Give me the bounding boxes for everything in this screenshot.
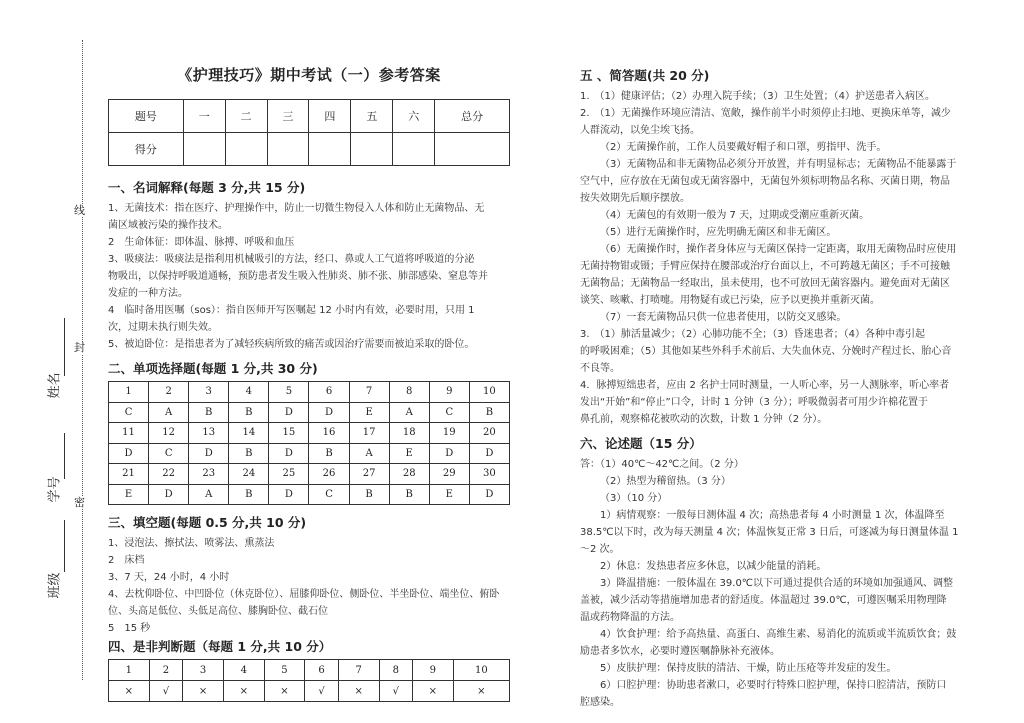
score-label-cell: 得分 bbox=[109, 133, 184, 166]
answer-cell: C bbox=[429, 402, 469, 423]
score-header-cell: 一 bbox=[183, 100, 225, 133]
answer-line: （2）无菌操作前，工作人员要戴好帽子和口罩，剪指甲、洗手。 bbox=[600, 142, 887, 153]
answer-line: 6）口腔护理：协助患者漱口，必要时行特殊口腔护理，保持口腔清洁，预防口 bbox=[600, 680, 947, 691]
score-blank-cell bbox=[309, 133, 351, 166]
answer-cell: 15 bbox=[269, 423, 309, 444]
answer-cell: 11 bbox=[109, 423, 149, 444]
answer-cell: 10 bbox=[469, 382, 509, 403]
answer-cell: 5 bbox=[269, 382, 309, 403]
score-header-cell: 四 bbox=[309, 100, 351, 133]
score-header-cell: 题号 bbox=[109, 100, 184, 133]
fill-blank-line: 3、7 天，24 小时，4 小时 bbox=[108, 572, 230, 583]
close-mark: 密 bbox=[74, 496, 85, 509]
definition-line: 4 临时备用医嘱（sos）：指自医师开写医嘱起 12 小时内有效，必要时用，只用 1 bbox=[108, 305, 475, 316]
answer-cell: 17 bbox=[349, 423, 389, 444]
answer-line: 5）皮肤护理：保持皮肤的清洁、干燥，防止压疮等并发症的发生。 bbox=[600, 663, 897, 674]
id-underline bbox=[64, 433, 65, 479]
answer-line: 答：（1）40℃～42℃之间。（2 分） bbox=[580, 459, 744, 470]
tf-number-cell: 3 bbox=[183, 660, 224, 681]
tf-number-cell: 7 bbox=[338, 660, 379, 681]
definition-line: 3、吸痰法：吸痰法是指利用机械吸引的方法，经口、鼻或人工气道将呼吸道的分泌 bbox=[108, 254, 475, 265]
section-1-body bbox=[108, 200, 510, 353]
tf-answer-cell: × bbox=[109, 681, 150, 702]
tf-answer-cell: × bbox=[338, 681, 379, 702]
score-header-cell: 五 bbox=[351, 100, 393, 133]
answer-line: 不良等。 bbox=[580, 363, 620, 374]
tf-number-cell: 5 bbox=[264, 660, 305, 681]
answer-cell: 28 bbox=[389, 464, 429, 485]
answer-cell: A bbox=[389, 402, 429, 423]
answer-cell: 6 bbox=[309, 382, 349, 403]
id-label: 学号 bbox=[47, 476, 63, 503]
answer-line: 3）降温措施：一般体温在 39.0℃以下可通过提供合适的环境如加强通风、调整 bbox=[600, 578, 954, 589]
tf-answer-cell: √ bbox=[149, 681, 183, 702]
score-header-cell: 二 bbox=[225, 100, 267, 133]
answer-cell: 29 bbox=[429, 464, 469, 485]
answer-line: 2）休息：发热患者应多休息，以减少能量的消耗。 bbox=[600, 561, 827, 572]
answer-line: 4．脉搏短绌患者，应由 2 名护士同时测量，一人听心率，另一人测脉率，听心率者 bbox=[580, 380, 950, 391]
score-blank-cell bbox=[183, 133, 225, 166]
page-title: 《护理技巧》期中考试（一）参考答案 bbox=[177, 66, 441, 84]
choice-answer-table bbox=[108, 381, 510, 505]
definition-line: 物吸出，以保持呼吸道通畅，预防患者发生吸入性肺炎、肺不张、肺部感染、窒息等并 bbox=[108, 271, 488, 282]
score-table bbox=[108, 99, 510, 166]
answer-cell: 16 bbox=[309, 423, 349, 444]
section-3-heading: 三、填空题(每题 0.5 分,共 10 分) bbox=[108, 515, 307, 530]
answer-cell: B bbox=[309, 443, 349, 464]
tf-number-cell: 1 bbox=[109, 660, 150, 681]
answer-cell: 19 bbox=[429, 423, 469, 444]
seal-mark: 封 bbox=[74, 341, 85, 354]
left-column bbox=[108, 60, 510, 702]
tf-number-cell: 6 bbox=[305, 660, 339, 681]
section-2-heading: 二、单项选择题(每题 1 分,共 30 分) bbox=[108, 361, 318, 376]
answer-line: （4）无菌包的有效期一般为 7 天，过期或受潮应重新灭菌。 bbox=[600, 210, 870, 221]
score-header-row bbox=[109, 100, 510, 133]
answer-cell: D bbox=[189, 443, 229, 464]
answer-cell: 18 bbox=[389, 423, 429, 444]
answer-cell: B bbox=[229, 443, 269, 464]
answer-line: 3. （1）肺活量减少；（2）心肺功能不全；（3）昏迷患者；（4）各种中毒引起 bbox=[580, 329, 925, 340]
section-5-body bbox=[580, 88, 980, 428]
score-blank-cell bbox=[393, 133, 435, 166]
answer-line: 鼻孔前，观察棉花被吹动的次数，计数 1 分钟（2 分）。 bbox=[580, 414, 828, 425]
answer-cell: D bbox=[269, 443, 309, 464]
answer-line: 1. （1）健康评估；（2）办理入院手续；（3）卫生处置；（4）护送患者入病区。 bbox=[580, 91, 935, 102]
answer-line: （7）一套无菌物品只供一位患者使用，以防交叉感染。 bbox=[600, 312, 847, 323]
answer-cell: 21 bbox=[109, 464, 149, 485]
tf-answer-cell: × bbox=[264, 681, 305, 702]
score-header-cell: 总分 bbox=[435, 100, 510, 133]
answer-line: ～2 次。 bbox=[580, 544, 620, 555]
tf-answer-cell: × bbox=[413, 681, 454, 702]
answer-line: 按失效期先后顺序摆放。 bbox=[580, 193, 690, 204]
tf-number-row bbox=[109, 660, 510, 681]
score-blank-cell bbox=[267, 133, 309, 166]
section-3-body bbox=[108, 535, 510, 637]
answer-cell: B bbox=[229, 402, 269, 423]
fill-blank-line: 位、头高足低位、头低足高位、膝胸卧位、截石位 bbox=[108, 606, 328, 617]
tf-answer-row bbox=[109, 681, 510, 702]
definition-line: 2 生命体征：即体温、脉搏、呼吸和血压 bbox=[108, 237, 295, 248]
answer-cell: B bbox=[469, 402, 509, 423]
tf-answer-cell: × bbox=[183, 681, 224, 702]
answer-line: 无菌持物钳或镊；手臂应保持在腰部或治疗台面以上，不可跨越无菌区；手不可接触 bbox=[580, 261, 950, 272]
answer-cell: D bbox=[269, 402, 309, 423]
tf-answer-cell: × bbox=[223, 681, 264, 702]
fill-blank-line: 4、去枕仰卧位、中凹卧位（休克卧位）、屈膝仰卧位、侧卧位、半坐卧位、端坐位、俯卧 bbox=[108, 589, 500, 600]
answer-cell: C bbox=[149, 443, 189, 464]
answer-cell: D bbox=[149, 484, 189, 505]
question-number-row bbox=[109, 464, 510, 485]
fill-blank-line: 5 15 秒 bbox=[108, 623, 151, 634]
true-false-table bbox=[108, 659, 510, 702]
answer-line: （3）（10 分） bbox=[600, 493, 668, 504]
tf-answer-cell: √ bbox=[305, 681, 339, 702]
tf-number-cell: 9 bbox=[413, 660, 454, 681]
definition-line: 发症的一种方法。 bbox=[108, 288, 188, 299]
score-header-cell: 六 bbox=[393, 100, 435, 133]
definition-line: 次，过期未执行则失效。 bbox=[108, 322, 218, 333]
answer-line: 的呼吸困难；（5）其他如某些外科手术前后、大失血休克、分娩时产程过长、胎心音 bbox=[580, 346, 952, 357]
answer-cell: E bbox=[349, 402, 389, 423]
answer-line: 盖被，减少活动等措施增加患者的舒适度。体温超过 39.0℃，可遵医嘱采用物理降 bbox=[580, 595, 947, 606]
score-blank-cell bbox=[435, 133, 510, 166]
name-label: 姓名 bbox=[47, 372, 63, 399]
answer-line: 4）饮食护理：给予高热量、高蛋白、高维生素、易消化的流质或半流质饮食；鼓 bbox=[600, 629, 957, 640]
answer-cell: 22 bbox=[149, 464, 189, 485]
fill-blank-line: 1、浸泡法、擦拭法、喷雾法、熏蒸法 bbox=[108, 538, 275, 549]
tf-number-cell: 10 bbox=[453, 660, 509, 681]
answer-cell: C bbox=[309, 484, 349, 505]
tf-answer-cell: √ bbox=[379, 681, 413, 702]
answer-cell: 9 bbox=[429, 382, 469, 403]
answer-row bbox=[109, 402, 510, 423]
answer-cell: 2 bbox=[149, 382, 189, 403]
answer-line: 励患者多饮水，必要时遵医嘱静脉补充液体。 bbox=[580, 646, 780, 657]
answer-cell: D bbox=[269, 484, 309, 505]
definition-line: 5、被迫卧位：是指患者为了减轻疾病所致的痛苦或因治疗需要而被迫采取的卧位。 bbox=[108, 339, 475, 350]
answer-line: 无菌物品；无菌物品一经取出，虽未使用，也不可放回无菌容器内。避免面对无菌区 bbox=[580, 278, 950, 289]
cut-line bbox=[82, 40, 83, 680]
answer-cell: D bbox=[109, 443, 149, 464]
answer-cell: D bbox=[309, 402, 349, 423]
answer-line: 腔感染。 bbox=[580, 697, 620, 708]
answer-cell: B bbox=[389, 484, 429, 505]
definition-line: 1、无菌技术：指在医疗、护理操作中，防止一切微生物侵入人体和防止无菌物品、无 bbox=[108, 203, 485, 214]
answer-row bbox=[109, 484, 510, 505]
section-5-heading: 五 、简答题(共 20 分) bbox=[580, 68, 710, 83]
answer-row bbox=[109, 443, 510, 464]
answer-cell: 25 bbox=[269, 464, 309, 485]
tf-number-cell: 8 bbox=[379, 660, 413, 681]
answer-line: 空气中，应存放在无菌包或无菌容器中，无菌包外须标明物品名称、灭菌日期，物品 bbox=[580, 176, 950, 187]
name-underline bbox=[64, 318, 65, 376]
answer-cell: D bbox=[469, 443, 509, 464]
answer-cell: 13 bbox=[189, 423, 229, 444]
answer-line: （3）无菌物品和非无菌物品必须分开放置，并有明显标志；无菌物品不能暴露于 bbox=[600, 159, 957, 170]
question-number-row bbox=[109, 382, 510, 403]
answer-cell: 24 bbox=[229, 464, 269, 485]
answer-cell: D bbox=[469, 484, 509, 505]
answer-cell: B bbox=[229, 484, 269, 505]
answer-cell: C bbox=[109, 402, 149, 423]
binding-margin bbox=[0, 0, 100, 723]
tf-number-cell: 4 bbox=[223, 660, 264, 681]
answer-line: （5）进行无菌操作时，应先明确无菌区和非无菌区。 bbox=[600, 227, 837, 238]
answer-cell: 27 bbox=[349, 464, 389, 485]
answer-line: （6）无菌操作时，操作者身体应与无菌区保持一定距离，取用无菌物品时应使用 bbox=[600, 244, 957, 255]
answer-cell: A bbox=[149, 402, 189, 423]
answer-cell: 23 bbox=[189, 464, 229, 485]
answer-cell: A bbox=[189, 484, 229, 505]
section-6-body bbox=[580, 456, 980, 711]
answer-line: 发出“开始”和“停止”口令，计时 1 分钟（3 分）；呼吸微弱者可用少许棉花置于 bbox=[580, 397, 928, 408]
tf-number-cell: 2 bbox=[149, 660, 183, 681]
definition-line: 菌区域被污染的操作技术。 bbox=[108, 220, 228, 231]
answer-cell: 7 bbox=[349, 382, 389, 403]
answer-cell: D bbox=[429, 443, 469, 464]
answer-cell: 30 bbox=[469, 464, 509, 485]
answer-cell: 1 bbox=[109, 382, 149, 403]
answer-line: 人群流动，以免尘埃飞扬。 bbox=[580, 125, 700, 136]
class-label: 班级 bbox=[47, 572, 63, 599]
answer-line: 2. （1）无菌操作环境应清洁、宽敞，操作前半小时须停止扫地、更换床单等，减少 bbox=[580, 108, 951, 119]
right-column bbox=[580, 60, 980, 711]
answer-cell: A bbox=[349, 443, 389, 464]
answer-cell: B bbox=[349, 484, 389, 505]
answer-cell: 14 bbox=[229, 423, 269, 444]
section-4-heading: 四、是非判断题（每题 1 分,共 10 分） bbox=[108, 639, 332, 654]
section-6-heading: 六、论述题（15 分） bbox=[580, 436, 702, 451]
answer-cell: 12 bbox=[149, 423, 189, 444]
question-number-row bbox=[109, 423, 510, 444]
answer-line: 1）病情观察：一般每日测体温 4 次；高热患者每 4 小时测量 1 次，体温降至 bbox=[600, 510, 945, 521]
score-header-cell: 三 bbox=[267, 100, 309, 133]
answer-cell: E bbox=[389, 443, 429, 464]
answer-line: （2）热型为稽留热。（3 分） bbox=[600, 476, 731, 487]
class-underline bbox=[64, 520, 65, 572]
answer-line: 谈笑、咳嗽、打喷嚏。用物疑有或已污染，应予以更换并重新灭菌。 bbox=[580, 295, 880, 306]
score-blank-cell bbox=[225, 133, 267, 166]
answer-cell: 4 bbox=[229, 382, 269, 403]
answer-cell: 20 bbox=[469, 423, 509, 444]
score-value-row bbox=[109, 133, 510, 166]
answer-cell: B bbox=[189, 402, 229, 423]
answer-cell: 3 bbox=[189, 382, 229, 403]
fill-blank-line: 2 床档 bbox=[108, 555, 145, 566]
answer-cell: 26 bbox=[309, 464, 349, 485]
answer-cell: E bbox=[109, 484, 149, 505]
section-1-heading: 一、名词解释(每题 3 分,共 15 分) bbox=[108, 180, 306, 195]
answer-cell: 8 bbox=[389, 382, 429, 403]
answer-cell: E bbox=[429, 484, 469, 505]
answer-line: 温或药物降温的方法。 bbox=[580, 612, 680, 623]
line-mark: 线 bbox=[74, 204, 85, 217]
score-blank-cell bbox=[351, 133, 393, 166]
answer-line: 38.5℃以下时，改为每天测量 4 次；体温恢复正常 3 日后，可逐减为每日测量体温 1 bbox=[580, 527, 959, 538]
tf-answer-cell: × bbox=[453, 681, 509, 702]
